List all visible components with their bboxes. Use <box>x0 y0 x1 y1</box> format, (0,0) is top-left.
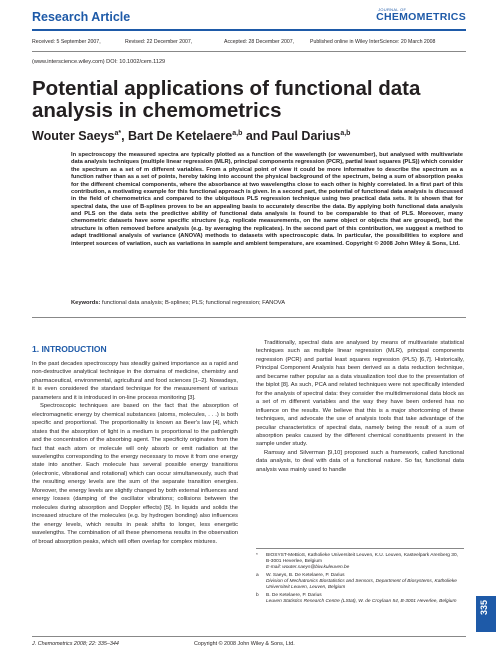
author-affiliation-mark: a,b <box>232 130 243 137</box>
revised-date: Revised: 22 December 2007, <box>125 39 193 45</box>
footnote <box>256 553 464 571</box>
page-number: 335 <box>479 600 489 616</box>
journal-logo-name: CHEMOMETRICS <box>376 11 466 23</box>
body-column-left <box>32 360 238 546</box>
dates-divider <box>32 51 466 52</box>
article-title: Potential applications of functional data analysis in chemometrics <box>32 77 421 122</box>
paragraph: Ramsay and Silverman [9,10] proposed such a framework, called functional data analysis, to deal with data of a functional nature. So far, functional data analysis was mainly used to handle <box>256 449 464 473</box>
footnote-line: Division of Mechatronics Biostatistics and Sensors, Department of Biosystems, Katholieke Universiteit Leuven, Leuven, Belgium <box>266 578 457 590</box>
author-affiliation-mark: a,b <box>340 130 351 137</box>
author-name: Wouter Saeys <box>32 129 115 143</box>
page-footer <box>32 641 466 650</box>
footnote-line: BIOSYST-MeBioS, Katholieke Universiteit Leuven, K.U. Leuven, Kasteelpark Arenberg 30, B-3001 Heverlee, Belgium <box>266 553 458 564</box>
paragraph: Traditionally, spectral data are analysed by means of multivariate statistical techniques such as multiple linear regression (MLR), principal components regression (PCR) and partial least squares regression (PLS) [6,7]. Historically, Principal Component Analysis has been derived as a data reduction technique, and became rather popular as a data visualization tool due to the presentation of the biplot [8]. As such, PCA and related techniques were not specifically intended for the analysis of spectral data: they consider the multidimensional data block as a set of m different variables and the way they have been ordered has no influence on the results. We believe that this is a major shortcoming of these techniques, and advocate the use of analysis tools that take advantage of the peculiar characteristics of spectral data, namely being the result of a sum of absorption peaks caused by the different chemical constituents present in the sample under study. <box>256 340 464 448</box>
author-separator: , <box>121 129 129 143</box>
section-heading-introduction: 1. INTRODUCTION <box>32 344 107 354</box>
footnote-line: Leuven Statistics Research Centre (LStat), W. de Croylaan 54, B-3001 Heverlee, Belgium <box>266 598 457 604</box>
body-column-right <box>256 339 464 474</box>
keywords-text: functional data analysis; B-splines; PLS; functional regression; FANOVA <box>100 300 286 306</box>
footnote-mark: a <box>256 572 259 578</box>
paragraph: Spectroscopic techniques are based on the fact that the absorption of electromagnetic energy by chemical substances (atoms, molecules, . . .) is both specific and proportional. The proportionality is known as Beer's law [4], which states that the absorption of light in a medium is proportional to the pathlength and the concentration of the absorbing agent. The specificity originates from the fact that each atom or molecule will only absorb or emit radiation at the wavelengths corresponding to the energy necessary to move it from one energy state into another. Each molecule has several possible energy transitions (electronic, vibrational and rotational) which can occur simultaneously, such that the resulting energy levels are the sum of the separate transition energies. Moreover, the energy levels are slightly changed by both external influences and energy losses (damping of the oscillator vibrations; collisions between the molecules during absorption and Doppler effects) [5]. In liquids and solids the increased structure of the molecules (e.g. by hydrogen bonding) also influences the energy levels, which results in peak shifts to longer, less energetic wavelengths. The combination of all these phenomena results in the observation of broad absorption peaks, which will often overlap for complex mixtures. <box>32 403 238 545</box>
footnote-line: W. Saeys, B. De Ketelaere, P. Darius <box>266 572 345 578</box>
footnote-email[interactable]: E-mail: wouter.saeys@biw.kuleuven.be <box>266 564 350 570</box>
footnote <box>256 593 464 605</box>
journal-header <box>32 6 466 28</box>
received-date: Received: 5 September 2007, <box>32 39 101 45</box>
footnote-mark: b <box>256 592 259 598</box>
article-type-label: Research Article <box>32 10 131 24</box>
footnote-line: B. De Ketelaere, P. Darius <box>266 592 322 598</box>
page-number-tab <box>476 596 496 632</box>
author-name: Bart De Ketelaere <box>128 129 233 143</box>
published-date: Published online in Wiley InterScience: 20 March 2008 <box>310 39 436 45</box>
header-divider <box>32 29 466 31</box>
keywords-label: Keywords: <box>71 300 101 306</box>
journal-logo-small: JOURNAL OF <box>378 7 407 12</box>
author-affiliation-mark: a* <box>114 130 122 137</box>
accepted-date: Accepted: 28 December 2007, <box>224 39 295 45</box>
footnote <box>256 573 464 591</box>
footnote-mark: * <box>256 553 258 558</box>
keywords-divider <box>32 317 466 318</box>
abstract: In spectroscopy the measured spectra are typically plotted as a function of the wavelength (or wavenumber), but analysed with multivariate data analysis techniques (multiple linear regression (MLR), principal components regression (PCR), partial least squares (PLS)) which consider the spectrum as a set of m different variables. From a physical point of view it could be more informative to describe the spectrum as a function rather than as a set of points, hereby taking into account the physical background of the spectrum, being a sum of absorption peaks for the different chemical components, where the absorbance at two wavelengths close to each other is highly correlated. In a first part of this contribution, a motivating example for this functional approach is given. In a second part, the potential of functional data analysis is discussed in the field of chemometrics and compared to the ubiquitous PLS regression technique using two practical data sets. It is shown that for spectral data, the use of B-splines proves to be an appealing basis to accurately describe the data. By applying both functional data analysis and PLS on the data sets the predictive ability of functional data analysis is found to be comparable to that of PLS. Moreover, many chemometric datasets have some specific structure (e.g. replicate measurements, on the same object or objects that are grouped), but the structure is often removed before analysis (e.g. by averaging the replicates). In the second part of this contribution, we suggest a method to adapt traditional analysis of variance (ANOVA) methods to datasets with spectroscopic data. In particular, the possibilities to explore and interpret sources of variation, such as variations in sample and ambient temperature, are examined. Copyright © 2008 John Wiley & Sons, Ltd. <box>71 152 463 247</box>
article-dates <box>32 39 466 47</box>
footnotes <box>256 553 464 607</box>
keywords <box>71 300 463 307</box>
footnote-divider <box>256 548 464 549</box>
paragraph: In the past decades spectroscopy has steadily gained importance as a rapid and non-destructive analytical technique in the domains of medicine, chemistry and pharmaceutical, environmental, agricultural and food sciences [1–2]. Nowadays, it is even considered the standard technique for the measurement of various parameters and it is introduced in on-line process monitoring [3]. <box>32 361 238 401</box>
doi-line[interactable]: (www.interscience.wiley.com) DOI: 10.1002/cem.1129 <box>32 59 166 65</box>
footer-citation: J. Chemometrics 2008; 22: 335–344 <box>32 641 119 647</box>
footer-divider <box>32 636 466 637</box>
author-list <box>32 129 350 143</box>
author-name: Paul Darius <box>271 129 341 143</box>
author-separator: and <box>242 129 272 143</box>
journal-logo <box>376 7 466 23</box>
footer-copyright: Copyright © 2008 John Wiley & Sons, Ltd. <box>194 641 295 647</box>
